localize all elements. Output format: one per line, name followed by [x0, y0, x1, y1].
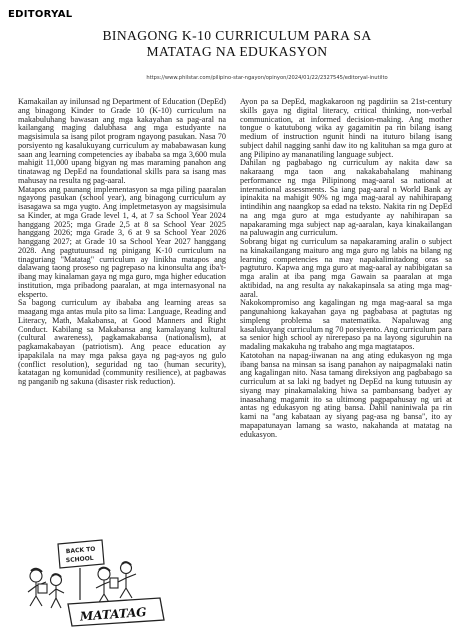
matatag-banner — [68, 598, 164, 626]
right-paragraph-1: Ayon pa sa DepEd, magkakaroon ng pagdiriin sa 21st-century skills gaya ng digital literacy, critical thinking, non-verbal communication, at informed decision-making. Ang mother tongue o katutubong wika ay gagamitin pa rin bilang isang medium of instruction ngunit hindi na ituturo bilang isang subject dahil nagging sanhi daw ito ng kalituhan sa mga guro at ang Pilipino ay mananatiling language subject. — [240, 97, 452, 159]
back-to-school-sign — [58, 540, 104, 600]
left-column — [18, 98, 226, 387]
left-paragraph-3: Sa bagong curriculum ay ibababa ang learning areas sa maagang mga antas mula pito sa lima: Language, Reading and Literacy, Math, Makabansa, at Good Manners and Right Conduct. Kabilang sa Makabansa ang kamalayang kultural (cultural awareness), pagkamakabansa (nationalism), at pagkamakabayan (patriotism). Ang peace education ay ipapakilala na may mga paksa gaya ng pag-ayos ng gulo (conflict resolution), seguridad ng tao (human security), katatagan ng komunidad (community resilience), at pagbawas ng panganib ng sakuna (disaster risk reduction). — [18, 298, 226, 386]
banner-text: MATATAG — [79, 604, 147, 624]
right-paragraph-5: Katotohan na napag-iiwanan na ang ating edukasyon ng mga ibang bansa na minsan sa isang panahon ay naipagmalaki natin ang kagalingan nito. Nasa tamang direksiyon ang pagbabago sa curriculum at sa laki ng badyet ng DepEd na kung tutuusin ay siyang may pinakamalaking hiwa sa pambansang badyet ay inaasahang magamit ito sa ultimong pagpapahusay ng uri at antas ng edukasyon ng ating bansa. Dahil naniniwala pa rin kami na "ang kabataan ay siyang pag-asa ng bansa", ito ay mapapatunayan lamang sa wasto, nakahanda at matatag na edukasyon. — [240, 350, 452, 439]
headline-line-1: BINAGONG K-10 CURRICULUM PARA SA — [102, 28, 372, 43]
sign-text-line-2: SCHOOL — [65, 554, 94, 565]
right-paragraph-3: Sobrang bigat ng curriculum sa napakaraming aralin o subject na kinakailangang maituro ang mga guro ng labis na bilang ng learning competencies na may napakalimitadong oras sa pagtuturo. Kapwa ang mga guro at mag-aaral ay nabibigatan sa mga aralin at iba pang mga Gawain sa paaralan at mga aktibidad, na ang resulta ay nakakapinsala sa ating mga mag-aaral. — [240, 237, 452, 299]
right-column — [240, 98, 452, 439]
headline — [60, 28, 414, 59]
headline-line-2: MATATAG NA EDUKASYON — [146, 43, 328, 59]
right-paragraph-4: Nakokompromiso ang kagalingan ng mga mag-aaral sa mga pangunahiong kakayahan gaya ng pagbabasa at pagtutas ng simpleng problema sa matematika. Napaluwag ang kasalukuyang curriculum ng 70 porsiyento. Ang curriculum para sa senior high school ay nirerepaso pa na layong siguruhin na madaling makakuha ng trabaho ang mga magtatapos. — [240, 298, 452, 351]
cartoon-illustration — [22, 538, 172, 628]
sign-text-line-1: BACK TO — [65, 545, 96, 556]
right-paragraph-2: Dahilan ng pagbabago ng curriculum ay nakita daw sa nakaraang mga taon ang nakakabahalang mahinang performance ng mga Pilipinong mag-aaral sa national at international assessments. Sa iang pag-aaral n World Bank ay ipinakita na mahigit 90% ng mga mag-aaral ay nahihirapang intindihin ang naangkop sa edad na teksto. Nakita rin ng DepEd na ang mga guro at mga estudyante ay nahihirapan sa napakaraming mga subject nap ag-aaralan, kaya kinakailangan na paluwagin ang curriculum. — [240, 158, 452, 238]
source-url[interactable]: https://www.philstar.com/pilipino-star-ngayon/opinyon/2024/01/22/2327545/editoryal-inutilto — [146, 75, 388, 81]
left-paragraph-2: Matapos ang paunang implementasyon sa mga piling paaralan ngayong pasukan (school year), ang binagong curriculum ay isasagawa sa mga yugto. Ang impletmetasyon ay magsisimula sa Kinder, at mga Grade level 1, 4, at 7 sa School Year 2024 hanggang 2025; mga Grade 2,5 at 8 sa School Year 2025 hanggang 2026; mga Grade 3, 6 at 9 sa School Year 2026 hanggang 2027; at Grade 10 sa School Year 2027 hanggang 2028. Ang pagtutuunsad ng pinigang K-10 curriculum na tinaguriang "Matatag" curriculum ay linikha matapos ang dalawang taong proseso ng pagrepaso na kinonsulta ang iba't-ibang may kinalaman gaya ng mga guro, mga higher education institution, mga pribadong paaralan, at mga internasyonal na eksperto. — [18, 184, 226, 299]
left-paragraph-1: Kamakailan ay inilunsad ng Department of Education (DepEd) ang binagong Kinder to Grade 10 (K-10) curriculum na makabuluhang bawasan ang mga kakayahan sa pag-aral na kailangang maging dalubhasa ang mga estudyante na magsisimula sa isang pilot program ngayong pasukan. Nasa 70 porsiyento ng kasalukuyang curriculum ay mababawasan kung saan ang learning competencies ay ibababa sa mga 3,600 mula mahigit 11,000 upang bigyan ng mas maraming panahon ang tinatawag ng DepEd na foundational skills para sa isang mas mahusay na resulta ng pag-aaral. — [18, 97, 226, 185]
section-label: EDITORYAL — [8, 9, 73, 20]
